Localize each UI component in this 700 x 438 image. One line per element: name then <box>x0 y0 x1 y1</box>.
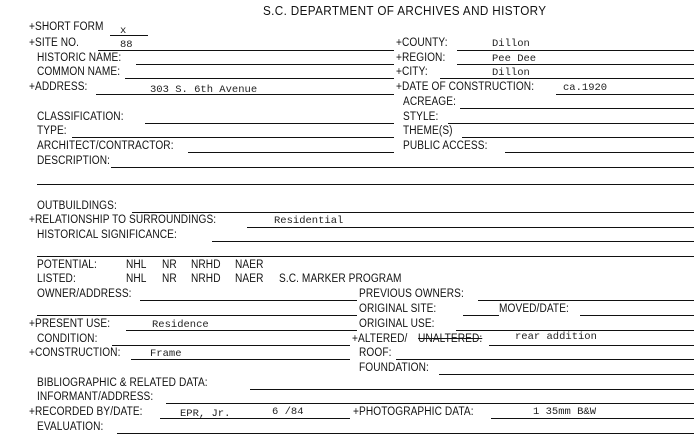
site-no-value[interactable]: 88 <box>120 39 133 51</box>
altered-line <box>489 345 694 346</box>
region-value[interactable]: Pee Dee <box>492 53 537 65</box>
city-line <box>440 78 694 79</box>
public-access-label: PUBLIC ACCESS: <box>403 140 488 152</box>
architect-line <box>188 152 394 153</box>
foundation-label: FOUNDATION: <box>359 362 429 374</box>
listed-nhl[interactable]: NHL <box>126 273 147 285</box>
acreage-label: ACREAGE: <box>403 96 457 108</box>
classification-line <box>145 123 394 124</box>
owner-address-line <box>140 300 357 301</box>
outbuildings-line <box>132 212 694 213</box>
previous-owners-line <box>478 300 694 301</box>
short-form-line <box>110 35 148 36</box>
roof-line <box>396 359 694 360</box>
site-no-label: +SITE NO. <box>29 37 80 49</box>
site-no-line <box>98 50 394 51</box>
form-title: S.C. DEPARTMENT OF ARCHIVES AND HISTORY <box>263 3 547 18</box>
present-use-value[interactable]: Residence <box>152 319 209 331</box>
construction-line <box>131 359 350 360</box>
county-label: +COUNTY: <box>396 37 448 49</box>
relationship-line <box>247 227 694 228</box>
description-line-1 <box>111 167 694 168</box>
previous-owners-label: PREVIOUS OWNERS: <box>359 288 464 300</box>
outbuildings-label: OUTBUILDINGS: <box>37 200 117 212</box>
evaluation-label: EVALUATION: <box>37 421 104 433</box>
original-use-label: ORIGINAL USE: <box>359 318 435 330</box>
short-form-label: +SHORT FORM <box>29 21 104 33</box>
bibliographic-label: BIBLIOGRAPHIC & RELATED DATA: <box>37 377 208 389</box>
listed-nr[interactable]: NR <box>162 273 177 285</box>
evaluation-line <box>117 433 694 434</box>
description-line-2 <box>37 184 694 185</box>
recorded-by-value[interactable]: EPR, Jr. <box>180 408 231 420</box>
city-label: +CITY: <box>396 66 428 78</box>
listed-nrhd[interactable]: NRHD <box>191 273 221 285</box>
historical-significance-label: HISTORICAL SIGNIFICANCE: <box>37 229 177 241</box>
short-form-value[interactable]: x <box>120 25 127 37</box>
date-construction-line <box>556 94 694 95</box>
owner-address-label: OWNER/ADDRESS: <box>37 288 132 300</box>
acreage-line <box>460 108 694 109</box>
photographic-label: +PHOTOGRAPHIC DATA: <box>353 406 474 418</box>
address-value[interactable]: 303 S. 6th Avenue <box>150 84 258 96</box>
present-use-line <box>126 330 357 331</box>
condition-label: CONDITION: <box>37 333 98 345</box>
present-use-label: +PRESENT USE: <box>29 318 111 330</box>
original-site-line <box>463 315 499 316</box>
potential-nhl[interactable]: NHL <box>126 259 147 271</box>
altered-label: +ALTERED/ <box>352 333 408 345</box>
bibliographic-line <box>250 389 694 390</box>
style-label: STYLE: <box>403 111 439 123</box>
county-value[interactable]: Dillon <box>492 38 530 50</box>
region-label: +REGION: <box>396 52 446 64</box>
recorded-by-line <box>160 418 350 419</box>
public-access-line <box>505 152 694 153</box>
date-construction-value[interactable]: ca.1920 <box>563 82 608 94</box>
potential-nrhd[interactable]: NRHD <box>191 259 221 271</box>
listed-marker-program[interactable]: S.C. MARKER PROGRAM <box>279 273 402 285</box>
foundation-line <box>439 374 694 375</box>
historic-name-line <box>136 64 394 65</box>
listed-label: LISTED: <box>37 273 76 285</box>
informant-label: INFORMANT/ADDRESS: <box>37 391 154 403</box>
style-line <box>448 123 694 124</box>
potential-naer[interactable]: NAER <box>235 259 264 271</box>
historical-significance-line-2 <box>37 256 694 257</box>
informant-line <box>166 403 694 404</box>
photographic-value[interactable]: 1 35mm B&W <box>533 406 597 418</box>
unaltered-label: UNALTERED: <box>418 333 483 345</box>
original-site-label: ORIGINAL SITE: <box>359 303 437 315</box>
roof-label: ROOF: <box>359 347 392 359</box>
type-line <box>72 137 394 138</box>
date-construction-label: +DATE OF CONSTRUCTION: <box>396 81 535 93</box>
owner-address-line-2 <box>37 315 357 316</box>
classification-label: CLASSIFICATION: <box>37 111 124 123</box>
moved-date-label: MOVED/DATE: <box>499 303 569 315</box>
common-name-line <box>125 78 394 79</box>
relationship-label: +RELATIONSHIP TO SURROUNDINGS: <box>29 214 217 226</box>
theme-line <box>462 137 694 138</box>
photographic-line <box>491 418 694 419</box>
potential-nr[interactable]: NR <box>162 259 177 271</box>
historical-significance-line <box>212 241 694 242</box>
description-label: DESCRIPTION: <box>37 155 111 167</box>
recorded-by-label: +RECORDED BY/DATE: <box>29 406 143 418</box>
city-value[interactable]: Dillon <box>492 67 530 79</box>
construction-label: +CONSTRUCTION: <box>29 347 121 359</box>
county-line <box>457 50 694 51</box>
construction-value[interactable]: Frame <box>150 348 182 360</box>
architect-label: ARCHITECT/CONTRACTOR: <box>37 140 174 152</box>
historic-name-label: HISTORIC NAME: <box>37 52 122 64</box>
region-line <box>457 64 694 65</box>
theme-label: THEME(S) <box>403 125 453 137</box>
moved-date-line <box>580 315 694 316</box>
type-label: TYPE: <box>37 125 67 137</box>
condition-line <box>112 345 350 346</box>
recorded-date-value[interactable]: 6 /84 <box>272 406 304 418</box>
potential-label: POTENTIAL: <box>37 259 97 271</box>
altered-value[interactable]: rear addition <box>515 331 597 343</box>
address-line <box>96 94 394 95</box>
common-name-label: COMMON NAME: <box>37 66 121 78</box>
address-label: +ADDRESS: <box>29 81 88 93</box>
listed-naer[interactable]: NAER <box>235 273 264 285</box>
relationship-value[interactable]: Residential <box>274 215 344 227</box>
